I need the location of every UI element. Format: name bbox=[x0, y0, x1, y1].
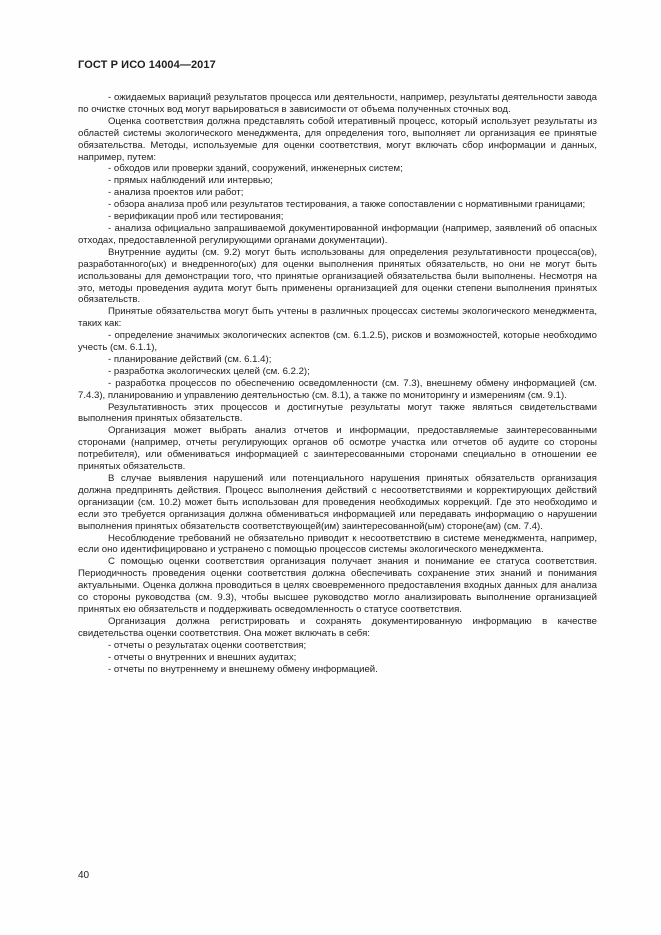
page-number: 40 bbox=[78, 870, 90, 881]
paragraph: Оценка соответствия должна представлять собой итеративный процесс, который использует результаты из областей системы экологического менеджмента, для определения того, выполняет ли организация ее принятые обязательства. Методы, используемые для оценки соответствия, могут включать сбор информации и данных, например, путем: bbox=[78, 115, 597, 163]
bullet-item: - разработка процессов по обеспечению осведомленности (см. 7.3), внешнему обмену информацией (см. 7.4.3), планированию и управлению деятельностью (см. 8.1), а также по мониторингу и измерениям (см. 9.1). bbox=[78, 377, 597, 401]
paragraph: Принятые обязательства могут быть учтены в различных процессах системы экологического менеджмента, таких как: bbox=[78, 306, 597, 330]
paragraph: Организация может выбрать анализ отчетов и информации, предоставляемые заинтересованными сторонами (например, отчеты регулирующих органов об осмотре участка или отчетов об аудите со стороны потребителя), или обмениваться информацией с заинтересованными сторонами специально в отношении ее принятых обязательств. bbox=[78, 425, 597, 473]
document-body bbox=[78, 92, 597, 675]
bullet-item: - отчеты о внутренних и внешних аудитах; bbox=[108, 651, 297, 663]
paragraph: С помощью оценки соответствия организация получает знания и понимание ее статуса соответствия. Периодичность проведения оценки соответствия должна обеспечивать сохранение этих знаний и понимания актуальными. Оценка должна проводиться в целях своевременного предоставления входных данных для анализа со стороны руководства (см. 9.3), чтобы высшее руководство могло анализировать выполнение организацией принятых ею обязательств и поддерживать осведомленность о статусе соответствия. bbox=[78, 556, 597, 615]
bullet-item: - обзора анализа проб или результатов тестирования, а также сопоставлении с нормативными границами; bbox=[108, 199, 586, 211]
bullet-item: - определение значимых экологических аспектов (см. 6.1.2.5), рисков и возможностей, которые необходимо учесть (см. 6.1.1), bbox=[78, 330, 597, 354]
bullet-item: - разработка экологических целей (см. 6.2.2); bbox=[108, 365, 310, 377]
paragraph: Результативность этих процессов и достигнутые результаты могут также являться свидетельствами выполнения принятых обязательств. bbox=[78, 401, 597, 425]
bullet-item: - анализа проектов или работ; bbox=[108, 187, 244, 199]
bullet-item: - отчеты о результатах оценки соответствия; bbox=[108, 639, 307, 651]
bullet-item: - отчеты по внутреннему и внешнему обмену информацией. bbox=[108, 663, 378, 675]
bullet-item: - прямых наблюдений или интервью; bbox=[108, 175, 273, 187]
paragraph: Несоблюдение требований не обязательно приводит к несоответствию в системе менеджмента, например, если оно идентифицировано и устранено с помощью процессов системы экологического менеджмента. bbox=[78, 532, 597, 556]
bullet-item: - анализа официально запрашиваемой документированной информации (например, заявлений об опасных отходах, предоставленной регулирующими органами документации). bbox=[78, 222, 597, 246]
document-header: ГОСТ Р ИСО 14004—2017 bbox=[78, 59, 216, 71]
bullet-item: - планирование действий (см. 6.1.4); bbox=[108, 353, 272, 365]
paragraph: Организация должна регистрировать и сохранять документированную информацию в качестве свидетельства оценки соответствия. Она может включать в себя: bbox=[78, 615, 597, 639]
bullet-item: - ожидаемых вариаций результатов процесса или деятельности, например, результаты деятельности завода по очистке сточных вод могут варьироваться в зависимости от объема полученных сточных вод. bbox=[78, 92, 597, 115]
paragraph: Внутренние аудиты (см. 9.2) могут быть использованы для определения результативности процесса(ов), разработанного(ых) и внедренного(ых) для оценки выполнения принятых обязательств, но они не могут быть использованы для демонстрации того, что принятые организацией обязательства были выполнены. Несмотря на это, методы проведения аудита могут быть применены организацией для оценки степени выполнения принятых обязательств. bbox=[78, 246, 597, 306]
bullet-item: - верификации проб или тестирования; bbox=[108, 211, 284, 223]
bullet-item: - обходов или проверки зданий, сооружений, инженерных систем; bbox=[108, 163, 403, 175]
paragraph: В случае выявления нарушений или потенциального нарушения принятых обязательств организация должна предпринять действия. Процесс выполнения действий с несоответствиями и корректирующих действий организации (см. 10.2) может быть использован для проведения необходимых коррекций. Где это необходимо и если это требуется организация должна обмениваться информацией или передавать информацию о нарушении выполнения принятых обязательств соответствующей(им) заинтересованной(ым) стороне(ам) (см. 7.4). bbox=[78, 473, 597, 532]
